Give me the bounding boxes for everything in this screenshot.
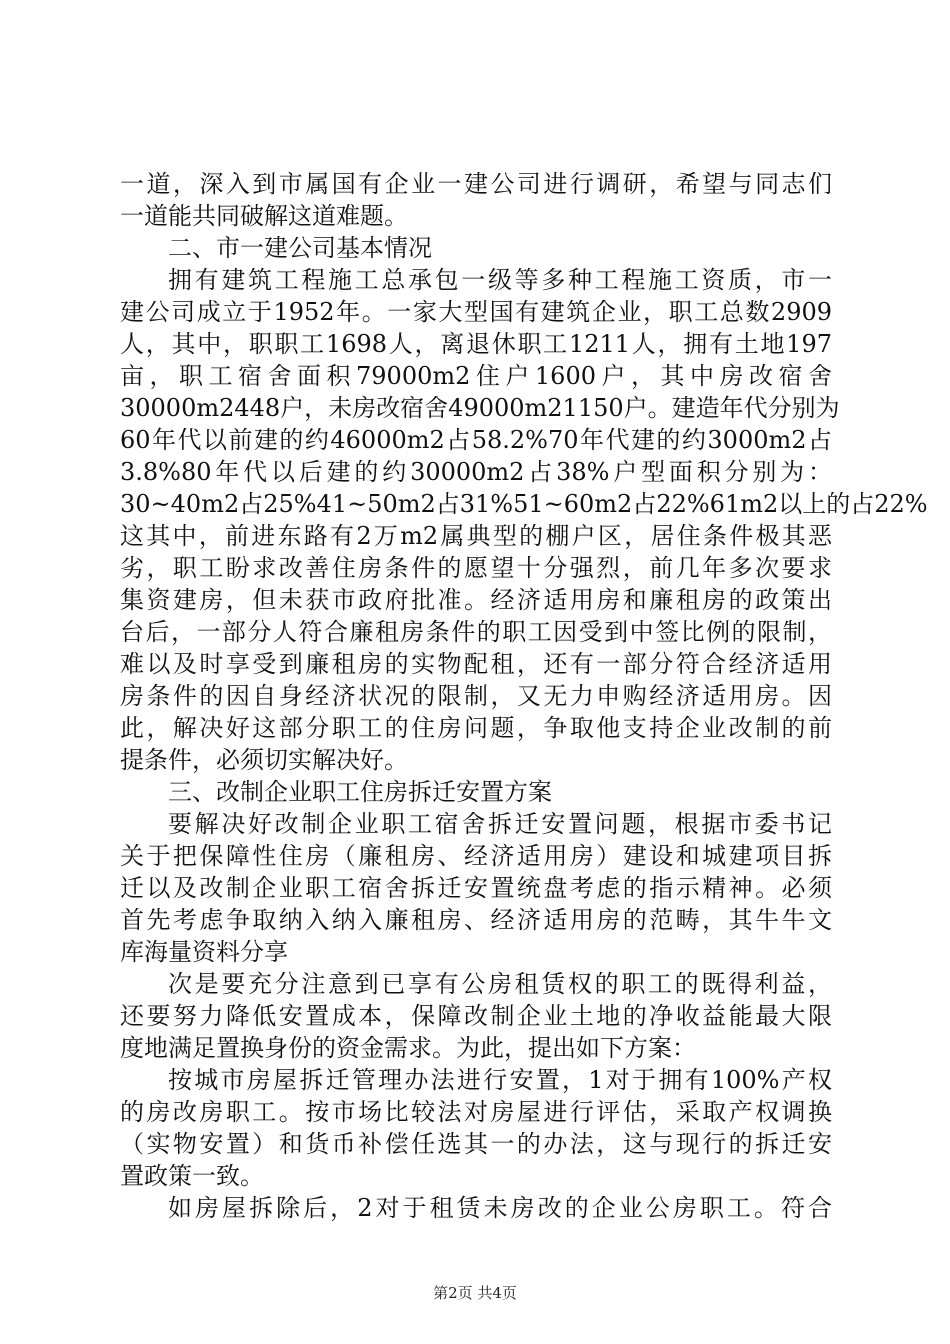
text-line: 提条件，必须切实解决好。 <box>120 746 408 774</box>
text-line: 30000m2448户，未房改宿舍49000m21150户。建造年代分别为 <box>120 394 840 422</box>
document-body <box>120 168 928 1224</box>
text-line: 劣，职工盼求改善住房条件的愿望十分强烈，前几年多次要求 <box>120 554 832 582</box>
text-line: 人，其中，职职工1698人，离退休职工1211人，拥有土地197 <box>120 330 832 358</box>
text-line: 难以及时享受到廉租房的实物配租，还有一部分符合经济适用 <box>120 650 832 678</box>
text-line: 这其中，前进东路有2万m2属典型的棚户区，居住条件极其恶 <box>120 522 832 550</box>
text-line: 台后，一部分人符合廉租房条件的职工因受到中签比例的限制， <box>120 618 832 646</box>
text-line: 还要努力降低安置成本，保障改制企业土地的净收益能最大限 <box>120 1002 832 1030</box>
paragraph-start-line: 拥有建筑工程施工总承包一级等多种工程施工资质，市一 <box>168 266 832 294</box>
paragraph-start-line: 如房屋拆除后，2对于租赁未房改的企业公房职工。符合 <box>168 1194 832 1222</box>
section-heading: 三、改制企业职工住房拆迁安置方案 <box>168 778 552 806</box>
text-line: 首先考虑争取纳入纳入廉租房、经济适用房的范畴，其牛牛文 <box>120 906 832 934</box>
text-line: 建公司成立于1952年。一家大型国有建筑企业，职工总数2909 <box>120 298 832 326</box>
paragraph-start-line: 按城市房屋拆迁管理办法进行安置，1对于拥有100%产权 <box>168 1066 832 1094</box>
page-footer: 第2页 共4页 <box>433 1284 517 1302</box>
text-line: 此，解决好这部分职工的住房问题，争取他支持企业改制的前 <box>120 714 832 742</box>
text-line: 迁以及改制企业职工宿舍拆迁安置统盘考虑的指示精神。必须 <box>120 874 832 902</box>
text-line: 30~40m2占25%41~50m2占31%51~60m2占22%61m2以上的占22% <box>120 490 928 518</box>
text-line: 度地满足置换身份的资金需求。为此，提出如下方案： <box>120 1034 696 1062</box>
text-line: 关于把保障性住房（廉租房、经济适用房）建设和城建项目拆 <box>120 842 832 870</box>
paragraph-start-line: 次是要充分注意到已享有公房租赁权的职工的既得利益， <box>168 970 832 998</box>
text-line: 60年代以前建的约46000m2占58.2%70年代建的约3000m2占 <box>120 426 832 454</box>
text-line: 集资建房，但未获市政府批准。经济适用房和廉租房的政策出 <box>120 586 832 614</box>
text-line: 房条件的因自身经济状况的限制，又无力申购经济适用房。因 <box>120 682 832 710</box>
text-line: 亩，职工宿舍面积79000m2住户1600户，其中房改宿舍 <box>120 362 832 390</box>
text-line: 一道，深入到市属国有企业一建公司进行调研，希望与同志们 <box>120 170 832 198</box>
text-line: 置政策一致。 <box>120 1162 264 1190</box>
text-line: 的房改房职工。按市场比较法对房屋进行评估，采取产权调换 <box>120 1098 832 1126</box>
text-line: 一道能共同破解这道难题。 <box>120 202 408 230</box>
text-line: （实物安置）和货币补偿任选其一的办法，这与现行的拆迁安 <box>120 1130 832 1158</box>
text-line: 库海量资料分享 <box>120 938 288 966</box>
section-heading: 二、市一建公司基本情况 <box>168 234 432 262</box>
paragraph-start-line: 要解决好改制企业职工宿舍拆迁安置问题，根据市委书记 <box>168 810 832 838</box>
text-line: 3.8%80年代以后建的约30000m2占38%户型面积分别为： <box>120 458 832 486</box>
